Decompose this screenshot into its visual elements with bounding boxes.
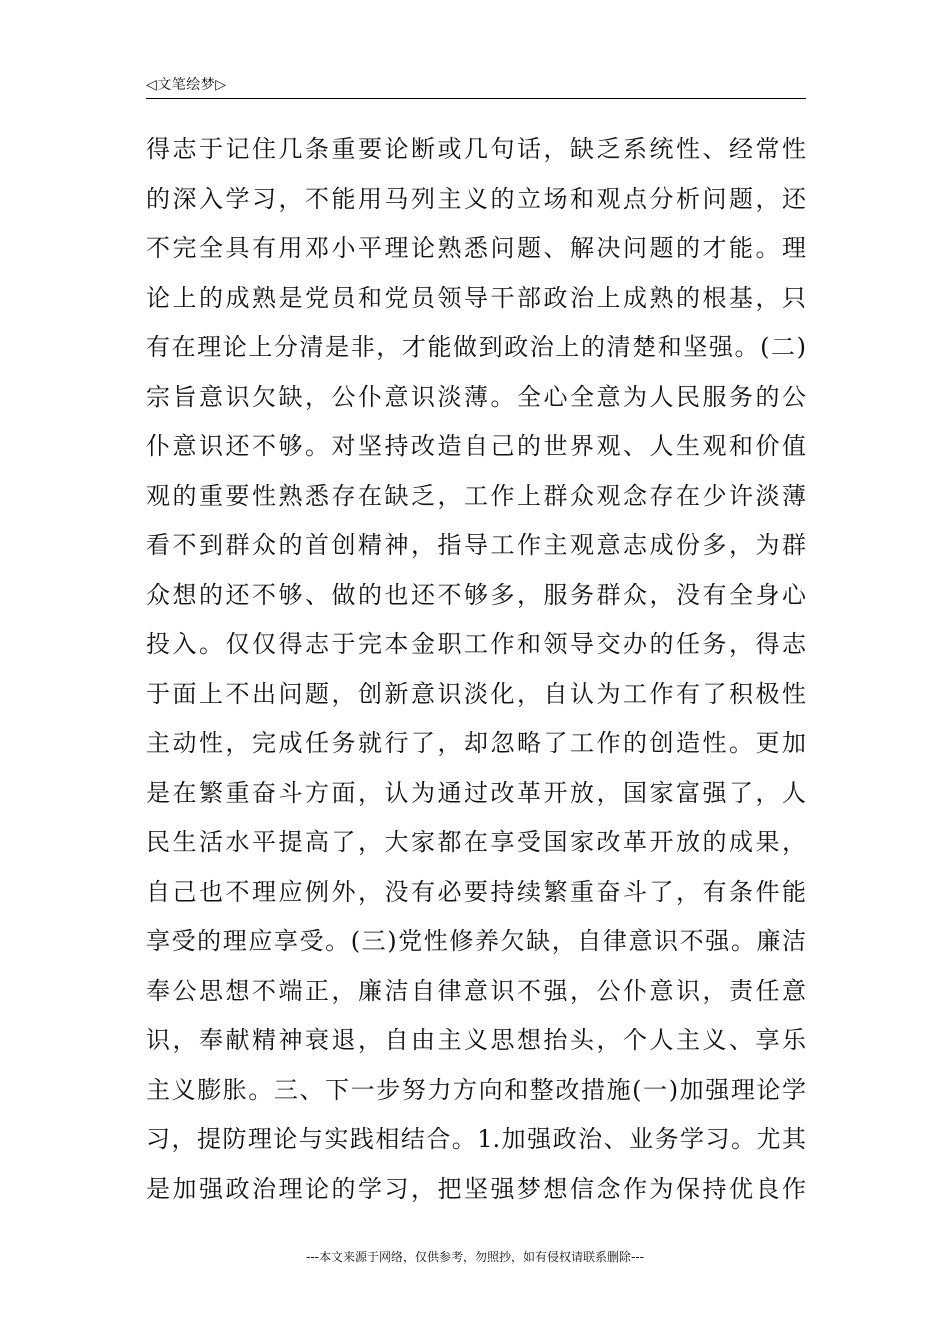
text-line: 不完全具有用邓小平理论熟悉问题、解决问题的才能。理 xyxy=(146,234,806,262)
text-line: 仆意识还不够。对坚持改造自己的世界观、人生观和价值 xyxy=(146,432,806,460)
text-line: 投入。仅仅得志于完本金职工作和领导交办的任务，得志 xyxy=(146,630,806,658)
header-title: ◁文笔绘梦▷ xyxy=(146,77,227,93)
text-line: 识，奉献精神衰退，自由主义思想抬头，个人主义、享乐 xyxy=(146,1026,806,1054)
page-header xyxy=(146,72,806,99)
text-line: 民生活水平提高了，大家都在享受国家改革开放的成果， xyxy=(146,828,806,856)
text-line: 自己也不理应例外，没有必要持续繁重奋斗了，有条件能 xyxy=(146,877,806,906)
text-line: 是加强政治理论的学习，把坚强梦想信念作为保持优良作 xyxy=(146,1174,806,1203)
text-line: 奉公思想不端正，廉洁自律意识不强，公仆意识，责任意 xyxy=(146,976,806,1005)
text-line: 看不到群众的首创精神，指导工作主观意志成份多，为群 xyxy=(146,531,806,559)
footer-disclaimer: ---本文来源于网络，仅供参考，勿照抄，如有侵权请联系删除--- xyxy=(306,1250,644,1264)
text-line: 享受的理应享受。(三)党性修养欠缺，自律意识不强。廉洁 xyxy=(146,927,806,955)
text-line: 宗旨意识欠缺，公仆意识淡薄。全心全意为人民服务的公 xyxy=(146,382,806,411)
text-line: 于面上不出问题，创新意识淡化，自认为工作有了积极性 xyxy=(146,679,806,708)
document-body xyxy=(146,125,806,1214)
text-line: 的深入学习，不能用马列主义的立场和观点分析问题，还 xyxy=(146,184,806,213)
text-line: 主动性，完成任务就行了，却忽略了工作的创造性。更加 xyxy=(146,729,806,757)
page-footer xyxy=(0,1248,950,1265)
text-line: 有在理论上分清是非，才能做到政治上的清楚和坚强。(二) xyxy=(146,333,806,361)
text-line: 论上的成熟是党员和党员领导干部政治上成熟的根基，只 xyxy=(146,283,806,312)
text-line: 主义膨胀。三、下一步努力方向和整改措施(一)加强理论学 xyxy=(146,1075,806,1104)
text-line: 是在繁重奋斗方面，认为通过改革开放，国家富强了，人 xyxy=(146,778,806,807)
text-line: 观的重要性熟悉存在缺乏，工作上群众观念存在少许淡薄 xyxy=(146,481,806,510)
text-line: 得志于记住几条重要论断或几句话，缺乏系统性、经常性 xyxy=(146,135,806,163)
text-line: 众想的还不够、做的也还不够多，服务群众，没有全身心 xyxy=(146,580,806,609)
text-line: 习，提防理论与实践相结合。1.加强政治、业务学习。尤其 xyxy=(146,1125,806,1153)
